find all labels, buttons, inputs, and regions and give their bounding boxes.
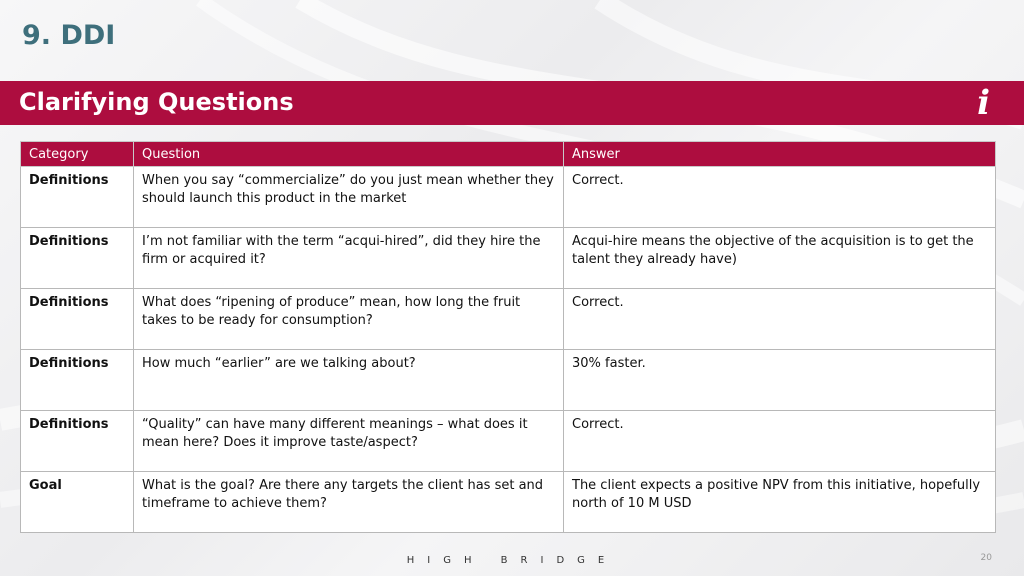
question-cell: What does “ripening of produce” mean, how long the fruit takes to be ready for consumption? — [134, 289, 564, 350]
table-row — [21, 411, 996, 472]
category-cell: Definitions — [21, 167, 134, 228]
answer-cell: Acqui-hire means the objective of the acquisition is to get the talent they already have) — [564, 228, 996, 289]
clarifying-questions-table — [20, 141, 996, 533]
category-cell: Definitions — [21, 289, 134, 350]
header-category: Category — [21, 142, 134, 167]
banner-title: Clarifying Questions — [19, 88, 294, 116]
answer-cell: Correct. — [564, 289, 996, 350]
table-row — [21, 167, 996, 228]
question-cell: When you say “commercialize” do you just mean whether they should launch this product in the market — [134, 167, 564, 228]
table-row — [21, 350, 996, 411]
answer-cell: 30% faster. — [564, 350, 996, 411]
page-number: 20 — [980, 553, 992, 563]
footer-brand-logo: HIGH BRIDGE — [406, 555, 618, 566]
table-row — [21, 289, 996, 350]
category-cell: Definitions — [21, 411, 134, 472]
answer-cell: Correct. — [564, 411, 996, 472]
slide-title: 9. DDI — [22, 20, 116, 51]
info-icon: i — [977, 83, 990, 123]
header-question: Question — [134, 142, 564, 167]
table-row — [21, 472, 996, 533]
table-header-row — [21, 142, 996, 167]
answer-cell: The client expects a positive NPV from this initiative, hopefully north of 10 M USD — [564, 472, 996, 533]
category-cell: Definitions — [21, 350, 134, 411]
question-cell: How much “earlier” are we talking about? — [134, 350, 564, 411]
section-banner — [0, 81, 1024, 125]
category-cell: Goal — [21, 472, 134, 533]
header-answer: Answer — [564, 142, 996, 167]
question-cell: I’m not familiar with the term “acqui-hired”, did they hire the firm or acquired it? — [134, 228, 564, 289]
question-cell: What is the goal? Are there any targets the client has set and timeframe to achieve them? — [134, 472, 564, 533]
table-row — [21, 228, 996, 289]
question-cell: “Quality” can have many different meanings – what does it mean here? Does it improve taste/aspect? — [134, 411, 564, 472]
category-cell: Definitions — [21, 228, 134, 289]
answer-cell: Correct. — [564, 167, 996, 228]
